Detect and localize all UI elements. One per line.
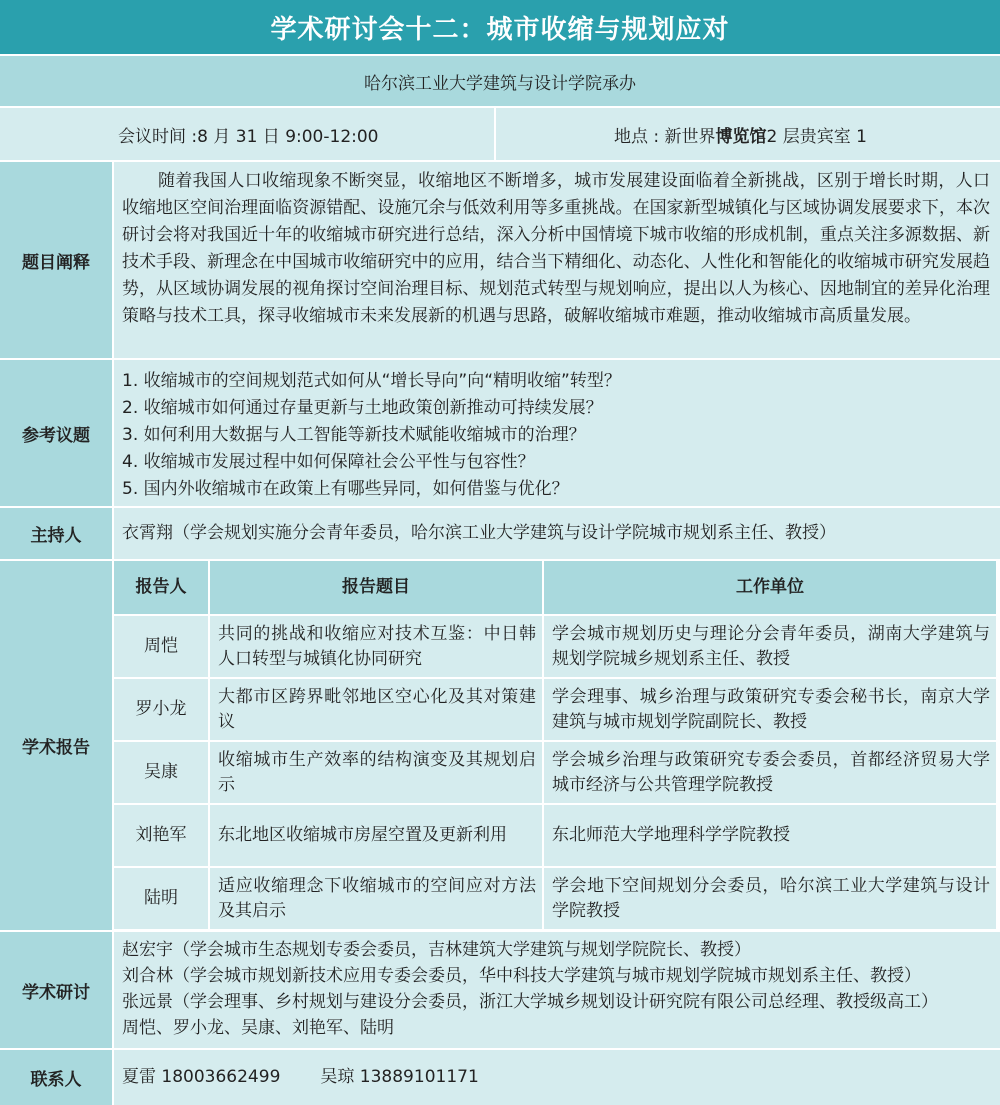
moderator-text: 衣霄翔（学会规划实施分会青年委员，哈尔滨工业大学建筑与设计学院城市规划系主任、教授） [114,508,1000,559]
label-contact: 联系人 [0,1050,112,1105]
ref-topics-list [114,360,1000,503]
reports-table [112,559,998,931]
report-topic: 收缩城市生产效率的结构演变及其规划启示 [210,742,542,803]
speaker-name: 吴康 [114,742,208,803]
list-item: 赵宏宇（学会城市生态规划专委会委员，吉林建筑大学建筑与规划学院院长、教授） [122,940,751,960]
label-reports: 学术报告 [0,561,112,930]
header-topic: 报告题目 [210,561,542,614]
meeting-time: 会议时间 :8 月 31 日 9:00-12:00 [0,108,494,160]
speaker-name: 刘艳军 [114,805,208,866]
label-ref-topics: 参考议题 [0,360,112,506]
table-row [114,616,996,677]
table-row [114,805,996,866]
speaker-name: 罗小龙 [114,679,208,740]
place-suffix: 2 层贵宾室 1 [766,126,867,147]
meeting-place [496,108,1000,160]
list-item: 2. 收缩城市如何通过存量更新与土地政策创新推动可持续发展？ [122,398,603,418]
topic-explain-cell [114,162,1000,358]
label-topic-explain: 题目阐释 [0,162,112,358]
speaker-name: 周恺 [114,616,208,677]
host-organizer: 哈尔滨工业大学建筑与设计学院承办 [0,56,1000,106]
table-row [114,868,996,929]
discussion-list [114,932,1000,1041]
speaker-name: 陆明 [114,868,208,929]
page-title: 学术研讨会十二：城市收缩与规划应对 [0,0,1000,54]
report-topic: 适应收缩理念下收缩城市的空间应对方法及其启示 [210,868,542,929]
speaker-unit: 学会理事、城乡治理与政策研究专委会秘书长，南京大学建筑与城市规划学院副院长、教授 [544,679,996,740]
speaker-unit: 学会城乡治理与政策研究专委会委员，首都经济贸易大学城市经济与公共管理学院教授 [544,742,996,803]
list-item: 5. 国内外收缩城市在政策上有哪些异同，如何借鉴与优化？ [122,479,569,499]
list-item: 张远景（学会理事、乡村规划与建设分会委员，浙江大学城乡规划设计研究院有限公司总经理、教授级高工） [122,992,938,1012]
label-moderator: 主持人 [0,508,112,559]
contact-2: 吴琼 13889101171 [320,1067,479,1087]
report-topic: 共同的挑战和收缩应对技术互鉴：中日韩人口转型与城镇化协同研究 [210,616,542,677]
ref-topics-cell [114,360,1000,506]
list-item: 3. 如何利用大数据与人工智能等新技术赋能收缩城市的治理？ [122,425,586,445]
topic-explain-text: 随着我国人口收缩现象不断突显，收缩地区不断增多，城市发展建设面临着全新挑战，区别于增长时期，人口收缩地区空间治理面临资源错配、设施冗余与低效利用等多重挑战。在国家新型城镇化与区域协调发展要求下，本次研讨会将对我国近十年的收缩城市研究进行总结，深入分析中国情境下城市收缩的形成机制，重点关注多源数据、新技术手段、新理念在中国城市收缩研究中的应用，结合当下精细化、动态化、人性化和智能化的收缩城市研究发展趋势，从区域协调发展的视角探讨空间治理目标、规划范式转型与规划响应，提出以人为核心、因地制宜的差异化治理策略与技术工具，探寻收缩城市未来发展新的机遇与思路，破解收缩城市难题，推动收缩城市高质量发展。 [122,171,990,326]
speaker-unit: 学会地下空间规划分会委员，哈尔滨工业大学建筑与设计学院教授 [544,868,996,929]
contact-1: 夏雷 18003662499 [122,1067,281,1087]
place-prefix: 地点 : 新世界 [614,126,716,147]
list-item: 周恺、罗小龙、吴康、刘艳军、陆明 [122,1018,394,1038]
table-row [114,679,996,740]
table-header-row [114,561,996,614]
table-row [114,742,996,803]
list-item: 1. 收缩城市的空间规划范式如何从“增长导向”向“精明收缩”转型？ [122,371,621,391]
label-discussion: 学术研讨 [0,932,112,1048]
list-item: 刘合林（学会城市规划新技术应用专委会委员，华中科技大学建筑与城市规划学院城市规划系主任、教授） [122,966,921,986]
contacts-cell [114,1050,1000,1105]
report-topic: 大都市区跨界毗邻地区空心化及其对策建议 [210,679,542,740]
header-unit: 工作单位 [544,561,996,614]
place-venue: 博览馆 [715,126,767,147]
discussion-cell [114,932,1000,1048]
header-speaker: 报告人 [114,561,208,614]
time-place-row [0,108,1000,160]
speaker-unit: 学会城市规划历史与理论分会青年委员，湖南大学建筑与规划学院城乡规划系主任、教授 [544,616,996,677]
list-item: 4. 收缩城市发展过程中如何保障社会公平性与包容性？ [122,452,535,472]
report-topic: 东北地区收缩城市房屋空置及更新利用 [210,805,542,866]
speaker-unit: 东北师范大学地理科学学院教授 [544,805,996,866]
